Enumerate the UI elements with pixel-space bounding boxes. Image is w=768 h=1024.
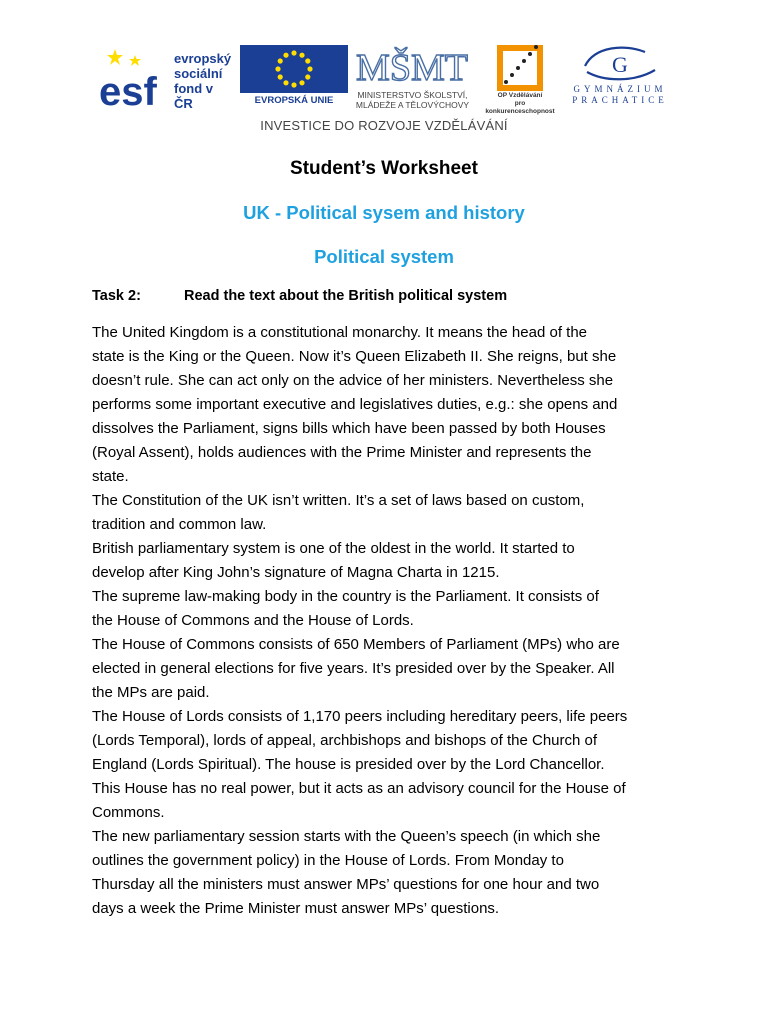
text-line: the House of Commons and the House of Lords. bbox=[92, 612, 414, 629]
text-line: The House of Lords consists of 1,170 peers including hereditary peers, life peers bbox=[92, 708, 628, 725]
page-title: Student’s Worksheet bbox=[290, 158, 478, 179]
text-line: outlines the government policy) in the House of Lords. From Monday to bbox=[92, 852, 564, 869]
text-line: The new parliamentary session starts with the Queen’s speech (in which she bbox=[92, 828, 601, 845]
svg-text:MŠMT: MŠMT bbox=[356, 47, 468, 88]
msmt-mark-icon bbox=[355, 42, 470, 88]
text-line: The supreme law-making body in the country is the Parliament. It consists of bbox=[92, 588, 599, 605]
task-text: Read the text about the British political system bbox=[184, 288, 508, 304]
tagline: INVESTICE DO ROZVOJE VZDĚLÁVÁNÍ bbox=[260, 118, 508, 133]
esf-mark-icon bbox=[97, 45, 172, 109]
esf-logo bbox=[97, 45, 232, 109]
eu-logo bbox=[240, 45, 348, 109]
text-line: tradition and common law. bbox=[92, 516, 267, 533]
text-line: The United Kingdom is a constitutional monarchy. It means the head of the bbox=[92, 324, 587, 341]
text-line: elected in general elections for five years. It’s presided over by the Speaker. All bbox=[92, 660, 615, 677]
msmt-logo bbox=[355, 42, 470, 112]
text-line: state is the King or the Queen. Now it’s Queen Elizabeth II. She reigns, but she bbox=[92, 348, 617, 365]
esf-text: evropský sociální fond v ČR bbox=[174, 51, 232, 111]
section-title: Political system bbox=[314, 246, 454, 267]
text-line: The Constitution of the UK isn’t written. It’s a set of laws based on custom, bbox=[92, 492, 585, 509]
logo-strip bbox=[0, 0, 768, 140]
text-line: dissolves the Parliament, signs bills which have been passed by both Houses bbox=[92, 420, 606, 437]
task-heading bbox=[92, 288, 507, 304]
text-line: (Lords Temporal), lords of appeal, archbishops and bishops of the Church of bbox=[92, 732, 598, 749]
text-line: days a week the Prime Minister must answer MPs’ questions. bbox=[92, 900, 500, 917]
text-line: Commons. bbox=[92, 804, 165, 821]
body-text bbox=[92, 321, 692, 921]
task-number: Task 2: bbox=[92, 288, 141, 304]
op-mark-icon bbox=[480, 42, 560, 92]
text-line: doesn’t rule. She can act only on the advice of her ministers. Nevertheless she bbox=[92, 372, 614, 389]
text-line: the MPs are paid. bbox=[92, 684, 210, 701]
text-line: This House has no real power, but it acts as an advisory council for the House of bbox=[92, 780, 626, 797]
op-label: OP Vzdělávání pro konkurenceschopnost bbox=[485, 92, 555, 115]
text-line: British parliamentary system is one of the oldest in the world. It started to bbox=[92, 540, 575, 557]
eu-flag-icon bbox=[240, 45, 348, 93]
text-line: The House of Commons consists of 650 Members of Parliament (MPs) who are bbox=[92, 636, 620, 653]
text-line: develop after King John’s signature of Magna Charta in 1215. bbox=[92, 564, 500, 581]
text-line: England (Lords Spiritual). The house is presided over by the Lord Chancellor. bbox=[92, 756, 605, 773]
gymnazium-logo bbox=[565, 42, 675, 112]
eu-label: EVROPSKÁ UNIE bbox=[254, 95, 334, 106]
svg-text:esf: esf bbox=[99, 70, 157, 109]
svg-text:G: G bbox=[612, 52, 628, 77]
msmt-label: MINISTERSTVO ŠKOLSTVÍ, MLÁDEŽE A TĚLOVÝCHOVY bbox=[355, 90, 470, 110]
text-line: (Royal Assent), holds audiences with the Prime Minister and represents the bbox=[92, 444, 592, 461]
text-line: state. bbox=[92, 468, 129, 485]
gymnazium-mark-icon bbox=[565, 42, 675, 84]
gymnazium-label: GYMNÁZIUM PRACHATICE bbox=[572, 84, 668, 105]
text-line: performs some important executive and legislatives duties, e.g.: she opens and bbox=[92, 396, 618, 413]
page-subtitle: UK - Political sysem and history bbox=[243, 202, 525, 223]
text-line: Thursday all the ministers must answer MPs’ questions for one hour and two bbox=[92, 876, 600, 893]
op-logo bbox=[480, 42, 560, 115]
